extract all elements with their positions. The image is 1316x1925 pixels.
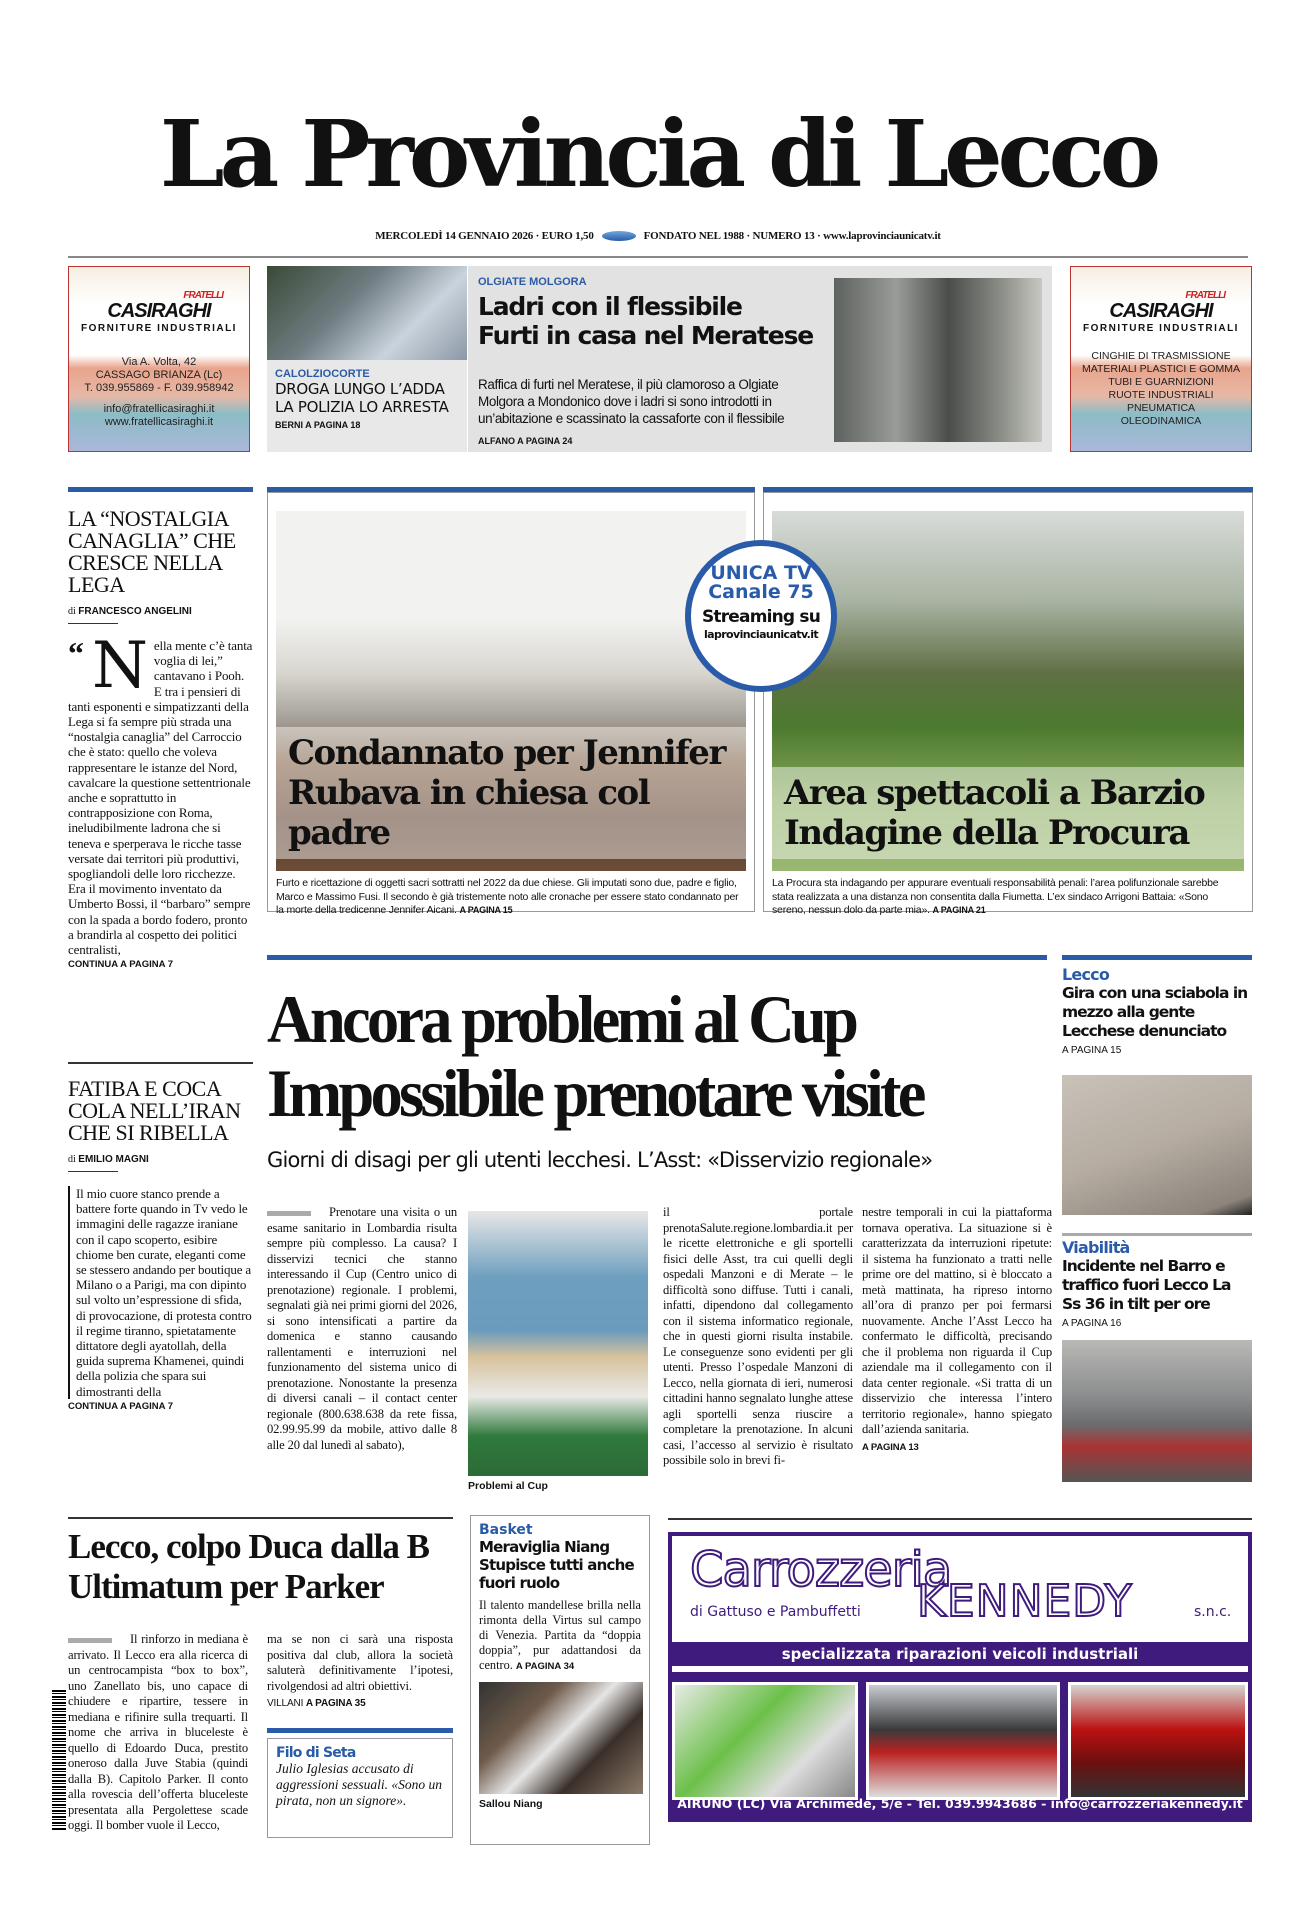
- section-rule: [68, 1517, 453, 1519]
- badge-line-2: Canale 75: [708, 581, 814, 603]
- story-barzio[interactable]: [763, 492, 1253, 916]
- story-caption: Furto e ricettazione di oggetti sacri sottratti nel 2022 da due chiese. Gli imputati sono due, padre e figlio, Marco e Massimo Fusi. Il secondo è già tristemente noto alle cronache per essere stato condannato per la morte della tredicenne Jennifer Aicani. A PAGINA 15: [276, 877, 739, 916]
- section-bar: [267, 955, 1047, 960]
- courtroom-photo: [276, 511, 746, 871]
- issue-info: FONDATO NEL 1988 · NUMERO 13 · www.laprovinciaunicatv.it: [643, 230, 941, 242]
- teaser-olgiate[interactable]: [468, 266, 1052, 452]
- teaser-title: DROGA LUNGO L’ADDA LA POLIZIA LO ARRESTA: [275, 380, 449, 416]
- ad-address: AIRUNO (LC) Via Archimede, 5/e - Tel. 039.9943686 - info@carrozzeriakennedy.it: [677, 1796, 1243, 1811]
- page-ref: A PAGINA 16: [1062, 1318, 1122, 1329]
- police-photo: [267, 266, 467, 360]
- basket-title: Meraviglia Niang Stupisce tutti anche fuori ruolo: [479, 1538, 634, 1592]
- ad-carrozzeria-kennedy[interactable]: [668, 1532, 1252, 1822]
- photo-caption: Problemi al Cup: [468, 1480, 548, 1492]
- basket-box[interactable]: [470, 1515, 650, 1845]
- teaser-title: Ladri con il flessibile Furti in casa nel Meratese: [478, 292, 813, 350]
- casiraghi-logo: FRATELLI CASIRAGHI: [107, 290, 223, 322]
- section-rule: [1062, 1233, 1252, 1236]
- byline: di FRANCESCO ANGELINI: [68, 606, 192, 617]
- paint-booth-photo: [672, 1682, 858, 1800]
- barcode: [52, 1690, 66, 1830]
- lead-dash: [267, 1211, 311, 1216]
- teaser-kicker: OLGIATE MOLGORA: [478, 276, 587, 288]
- main-headline[interactable]: Ancora problemi al Cup Impossibile prenotare visite: [267, 981, 923, 1131]
- ad-casiraghi-left[interactable]: [68, 266, 250, 452]
- teaser-body: Raffica di furti nel Meratese, il più clamoroso a Olgiate Molgora a Mondonico dove i ladri si sono introdotti in un’abitazione e scassinato la cassaforte con il flessibile: [478, 377, 785, 426]
- ad-brand: Carrozzeria: [690, 1542, 952, 1598]
- page-ref: A PAGINA 15: [1062, 1045, 1122, 1056]
- opinion-title: FATIBA E COCA COLA NELL’IRAN CHE SI RIBELLA: [68, 1076, 241, 1145]
- main-col-3: nestre temporali in cui la piattaforma tornava operativa. La situazione si è caratterizzata da interruzioni ripetute: il sistema ha funzionato a tratti nelle prime ore del mattino, si è bloccato a metà mattinata, ha ripreso intorno all’ora di pranzo per poi fermarsi nuovamente. Anche l’Asst Lecco ha confermato le difficoltà, precisando che il problema non riguarda il Cup aziendale ma il collegamento con il data center regionale. «Si tratta di un disservizio che interessa l’intero territorio regionale», hanno spiegato dall’azienda sanitaria. A PAGINA 13: [862, 1205, 1052, 1455]
- story-title: Area spettacoli a Barzio Indagine della Procura: [772, 767, 1244, 859]
- casiraghi-logo: FRATELLI CASIRAGHI: [1109, 290, 1225, 322]
- masthead-rule: [68, 256, 1248, 258]
- ad-casiraghi-right[interactable]: [1070, 266, 1252, 452]
- page-ref: BERNI A PAGINA 18: [275, 420, 361, 430]
- badge-line-3: Streaming su: [701, 607, 821, 627]
- ad-tagline: specializzata riparazioni veicoli industriali: [672, 1642, 1248, 1666]
- filo-text: Julio Iglesias accusato di aggressioni sessuali. «Sono un pirata, non un signore».: [276, 1761, 443, 1808]
- dropcap: N: [92, 629, 148, 703]
- cup-office-photo: [468, 1211, 648, 1476]
- badge-line-1: UNICA TV: [710, 562, 812, 584]
- story-court[interactable]: [267, 492, 755, 916]
- opinion-title: LA “NOSTALGIA CANAGLIA” CHE CRESCE NELLA LEGA: [68, 506, 236, 597]
- ad-subtitle: FORNITURE INDUSTRIALI: [1083, 323, 1239, 334]
- page-ref[interactable]: A PAGINA 13: [862, 1441, 919, 1453]
- opinion-nostalgia[interactable]: [68, 508, 253, 970]
- continue-link[interactable]: CONTINUA A PAGINA 7: [68, 959, 174, 971]
- main-col-1: Prenotare una visita o un esame sanitario in Lombardia risulta sempre più complesso. La causa? I disservizi tecnici che stanno interessando il Cup (Centro unico di prenotazione) regionale. I problemi, segnalati già nei primi giorni del 2026, si sono intensificati a partire da domenica e stanno causando rallentamenti e interruzioni nel funzionamento del sistema unico di prenotazione. Nonostante la presenza di diversi canali – il contact center regionale (800.638.638 da rete fissa, 02.99.95.99 da mobile, attivo dalle 8 alle 20 dal lunedì al sabato),: [267, 1205, 457, 1452]
- wave-logo-icon: [602, 231, 636, 241]
- sport-col-2: ma se non ci sarà una risposta positiva dal club, allora la società saluterà definitivamente l’ipotesi, rivolgendosi ad altri obiettivi. VILLANI A PAGINA 35: [267, 1632, 453, 1712]
- barzio-photo: [772, 511, 1244, 871]
- basket-body: Il talento mandellese brilla nella rimonta della Virtus sul campo di Venezia. Partita da “doppia doppia”, pur adattandosi da centro. A PAGINA 34: [479, 1598, 641, 1672]
- sport-col-1: Il rinforzo in mediana è arrivato. Il Lecco era alla ricerca di un centrocampista “box to box”, uno Zanellato bis, uno capace di chiudere e ripartire, tessere in mediana e rifinire sulla trequarti. Il nome che arriva in bluceleste è quello di Edoardo Duca, prestito oneroso dalla Juve Stabia (quindi dalla B). Capitolo Parker. Il conto alla rovescia dell’offerta bluceleste presentata alla Pergolettese scade oggi. Il bomber vuole il Lecco,: [68, 1632, 248, 1832]
- masthead-title: La Provincia di Lecco: [159, 100, 1157, 208]
- brief-lecco[interactable]: [1062, 965, 1252, 1056]
- page-ref: ALFANO A PAGINA 24: [478, 436, 573, 446]
- basket-photo: [479, 1682, 643, 1794]
- ad-brand-2: KENNEDY: [917, 1576, 1133, 1627]
- ad-subtitle: FORNITURE INDUSTRIALI: [81, 323, 237, 334]
- quote-mark-icon: “: [68, 635, 84, 671]
- opinion-fatiba[interactable]: [68, 1078, 253, 1412]
- issue-date: MERCOLEDÌ 14 GENNAIO 2026 · EURO 1,50: [375, 230, 594, 242]
- brief-kicker: Viabilità: [1062, 1238, 1130, 1257]
- badge-url: laprovinciaunicatv.it: [703, 628, 819, 641]
- ad-suffix: s.n.c.: [1194, 1604, 1232, 1620]
- unica-tv-badge[interactable]: [685, 540, 837, 692]
- byline-rule: [68, 623, 118, 624]
- teaser-kicker: CALOLZIOCORTE: [275, 368, 370, 380]
- truck-photo: [1068, 1682, 1248, 1800]
- byline: di EMILIO MAGNI: [68, 1154, 149, 1165]
- story-caption: La Procura sta indagando per appurare eventuali responsabilità penali: l’area polifunzionale sarebbe stata realizzata a una distanza non consentita dalla Fiumetta. L’ex sindaco Arrigoni Battaia: «Sono sereno, nessun dolo da parte mia». A PAGINA 21: [772, 877, 1219, 916]
- filo-kicker: Filo di Seta: [276, 1745, 356, 1761]
- main-subtitle: Giorni di disagi per gli utenti lecchesi. L’Asst: «Disservizio regionale»: [267, 1148, 933, 1172]
- byline-rule: [68, 1171, 118, 1172]
- traffic-photo: [1062, 1340, 1252, 1482]
- opinion-body: “ N ella mente c’è tanta voglia di lei,” cantavano i Pooh. E tra i pensieri di tanti esponenti e simpatizzanti della Lega si fa sempre più strada una “nostalgia canaglia” del Carroccio che è stato: quello che voleva rappresentare le istanze del Nord, cavalcare la questione settentrionale anche e soprattutto in contrapposizione con Roma, ineludibilmente ladrona che si teneva e sperperava le ricche tasse versate dai territori più produttivi, spogliandoli delle loro ricchezze. Era il movimento inventato da Umberto Bossi, il “barbaro” sempre con la spada a bordo fodero, pronto a brandirla al cospetto dei politici centralisti,: [68, 629, 253, 958]
- ad-product-lines: CINGHIE DI TRASMISSIONE MATERIALI PLASTICI E GOMMA TUBI E GUARNIZIONI RUOTE INDUSTRIALI PNEUMATICA OLEODINAMICA: [1082, 350, 1240, 427]
- ad-owners: di Gattuso e Pambuffetti: [690, 1604, 861, 1620]
- brief-title: Gira con una sciabola in mezzo alla gente Lecchese denunciato: [1062, 984, 1248, 1040]
- section-rule: [668, 1518, 1252, 1520]
- dateline: [0, 230, 1316, 242]
- safe-photo: [834, 278, 1042, 442]
- main-col-2: il portale prenotaSalute.regione.lombardia.it per le ricette elettroniche e gli sportelli fisici delle Asst, tra cui quelli degli ospedali Manzoni e di Merate – le difficoltà sono diffuse. Tutti i canali, infatti, dipendono dal collegamento con il sistema informatico regionale, che in questi giorni risulta instabile. Le conseguenze sono evidenti per gli utenti. Presso l’ospedale Manzoni di Lecco, nella giornata di ieri, numerosi cittadini hanno segnalato lunghe attese agli sportelli senza riuscire a completare la prenotazione. In alcuni casi, l’accesso al servizio è risultato possibile solo in brevi fi-: [663, 1205, 853, 1467]
- filo-di-seta-box[interactable]: [267, 1738, 453, 1838]
- cars-photo: [866, 1682, 1060, 1800]
- section-bar: [267, 1728, 453, 1733]
- sport-headline[interactable]: Lecco, colpo Duca dalla B Ultimatum per Parker: [68, 1527, 429, 1606]
- section-bar: [68, 487, 253, 492]
- page-ref[interactable]: VILLANI A PAGINA 35: [267, 1698, 366, 1709]
- story-title: Condannato per Jennifer Rubava in chiesa col padre: [276, 727, 746, 859]
- brief-viabilita[interactable]: [1062, 1238, 1252, 1329]
- teaser-calolziocorte[interactable]: [267, 266, 467, 452]
- continue-link[interactable]: CONTINUA A PAGINA 7: [68, 1400, 174, 1412]
- basket-kicker: Basket: [479, 1522, 533, 1538]
- opinion-body: Il mio cuore stanco prende a battere forte quando in Tv vedo le immagini delle ragazze iraniane con il capo scoperto, esibire chiome ben curate, eleganti come se stessero andando per boutique a Milano o a Parigi, ma con dipinto sul volto un’espressione di sfida, di provocazione, di protesta contro il regime tiranno, spietatamente dittatore degli ayatollah, della guida suprema Khamenei, quindi della polizia che spara sui dimostranti della: [68, 1186, 253, 1399]
- lead-dash: [68, 1638, 112, 1643]
- brief-kicker: Lecco: [1062, 965, 1110, 984]
- section-bar: [1062, 955, 1252, 960]
- section-rule: [68, 1062, 253, 1064]
- sword-photo: [1062, 1075, 1252, 1215]
- photo-caption: Sallou Niang: [479, 1798, 543, 1810]
- brief-title: Incidente nel Barro e traffico fuori Lecco La Ss 36 in tilt per ore: [1062, 1257, 1231, 1313]
- ad-contact-lines: Via A. Volta, 42 CASSAGO BRIANZA (Lc) T. 039.955869 - F. 039.958942 info@fratellicasiraghi.it www.fratellicasiraghi.it: [84, 356, 234, 428]
